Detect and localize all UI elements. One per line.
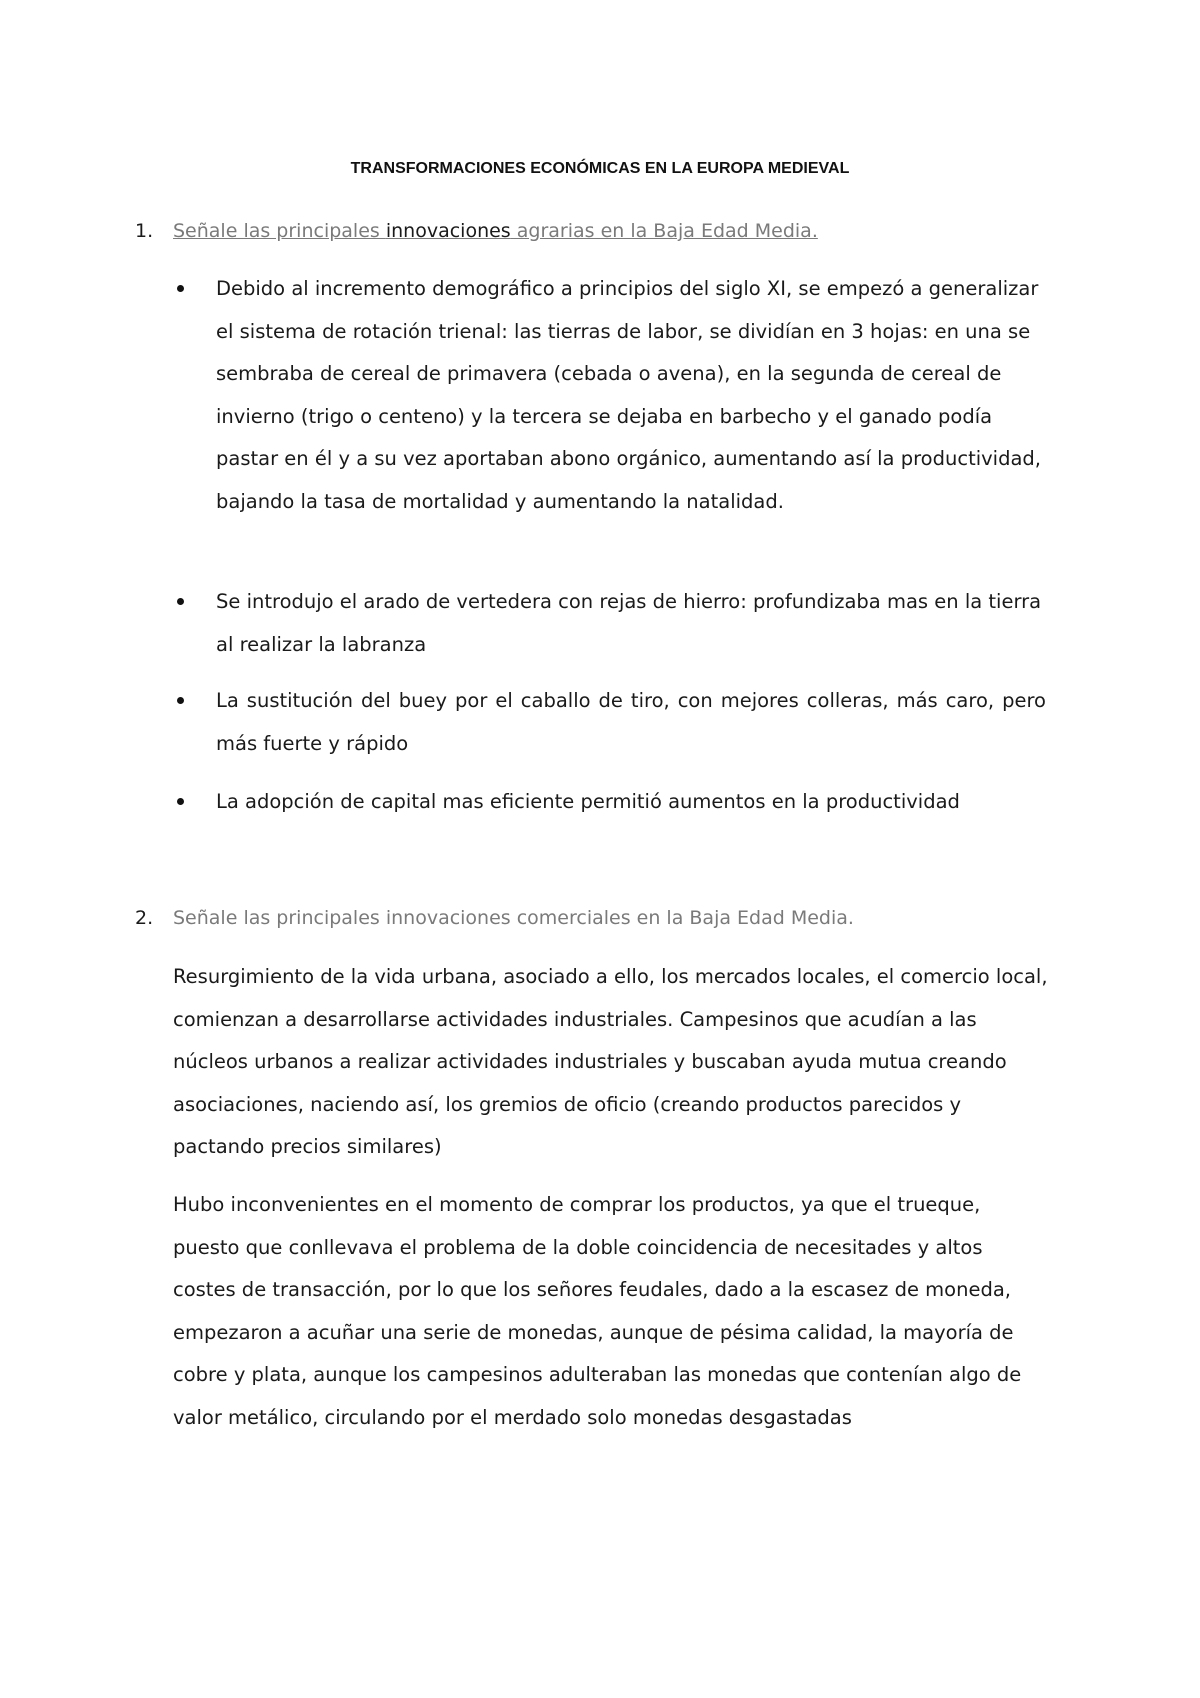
question-1-text-part2: innovaciones [385, 220, 511, 242]
question-1-number: 1. [135, 220, 154, 242]
bullet-icon [177, 285, 184, 292]
bullet-icon [177, 697, 184, 704]
bullet-text: La adopción de capital mas eficiente permitió aumentos en la productividad [216, 790, 960, 813]
bullet-icon [177, 598, 184, 605]
question-1-text [173, 217, 818, 245]
bullet-text: La sustitución del buey por el caballo de tiro, con mejores colleras, más caro, pero más fuerte y rápido [216, 689, 1046, 755]
bullet-text: Debido al incremento demográfico a principios del siglo XI, se empezó a generalizar el sistema de rotación trienal: las tierras de labor, se dividían en 3 hojas: en una se sembraba de cereal de primavera (cebada o avena), en la segunda de cereal de invierno (trigo o centeno) y la tercera se dejaba en barbecho y el ganado podía pastar en él y a su vez aportaban abono orgánico, aumentando así la productividad, bajando la tasa de mortalidad y aumentando la natalidad. [216, 277, 1041, 513]
question-1-text-part3: agrarias en la Baja Edad Media. [510, 220, 818, 242]
question-2-text: Señale las principales innovaciones comerciales en la Baja Edad Media. [173, 907, 854, 929]
answer-paragraph: Resurgimiento de la vida urbana, asociado a ello, los mercados locales, el comercio local, comienzan a desarrollarse actividades industriales. Campesinos que acudían a las núcleos urbanos a realizar actividades industriales y buscaban ayuda mutua creando asociaciones, naciendo así, los gremios de oficio (creando productos parecidos y pactando precios similares) [173, 965, 1048, 1158]
bullet-icon [177, 798, 184, 805]
answer-paragraph: Hubo inconvenientes en el momento de comprar los productos, ya que el trueque, puesto que conllevava el problema de la doble coincidencia de necesitades y altos costes de transacción, por lo que los señores feudales, dado a la escasez de moneda, empezaron a acuñar una serie de monedas, aunque de pésima calidad, la mayoría de cobre y plata, aunque los campesinos adulteraban las monedas que contenían algo de valor metálico, circulando por el merdado solo monedas desgastadas [173, 1193, 1022, 1429]
document-title: TRANSFORMACIONES ECONÓMICAS EN LA EUROPA MEDIEVAL [350, 160, 850, 177]
bullet-text: Se introdujo el arado de vertedera con rejas de hierro: profundizaba mas en la tierra al realizar la labranza [216, 590, 1042, 656]
question-2-number: 2. [135, 907, 154, 929]
question-1-text-part1: Señale las principales [173, 220, 386, 242]
